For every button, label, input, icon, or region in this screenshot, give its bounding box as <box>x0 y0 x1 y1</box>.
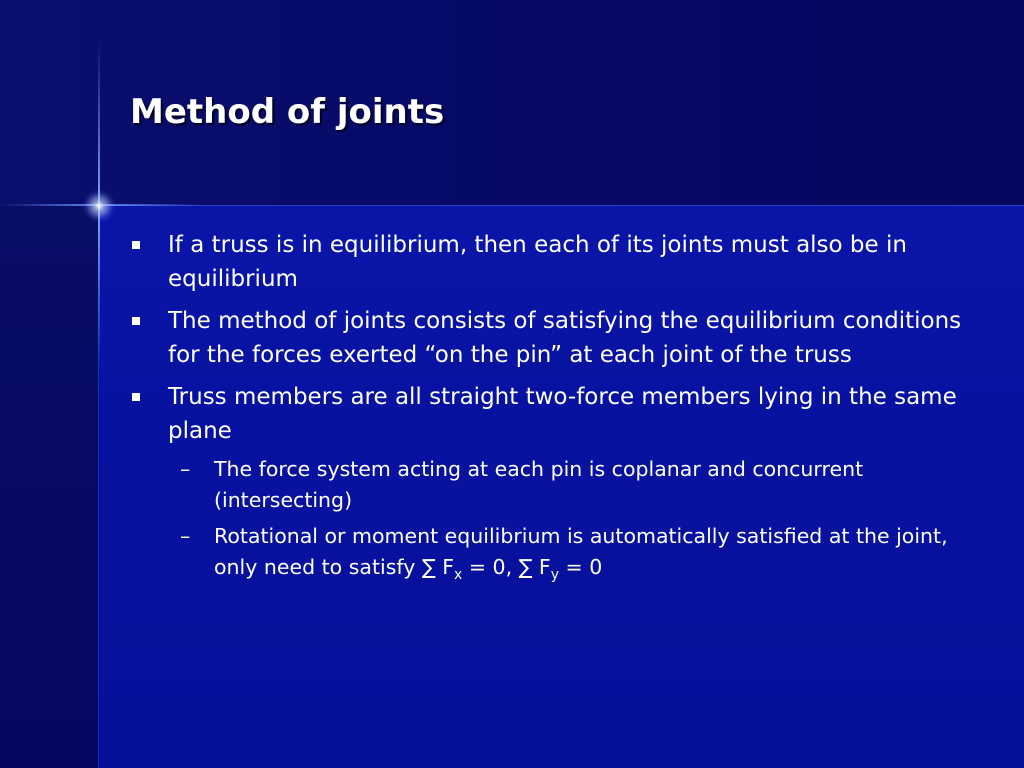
bullet-text: If a truss is in equilibrium, then each of its joints must also be in equilibrium <box>168 232 907 292</box>
square-bullet-icon <box>132 393 140 401</box>
bullet-item <box>130 380 970 583</box>
bullet-item <box>130 304 970 372</box>
equation-text-before: Rotational or moment equilibrium is automatically satisfied at the joint, only need to satisfy ∑ F <box>214 524 948 579</box>
equation-text-middle: = 0, ∑ F <box>462 555 551 579</box>
left-band <box>0 205 98 768</box>
square-bullet-icon <box>132 317 140 325</box>
slide-title: Method of joints <box>130 92 445 132</box>
bullet-text: Truss members are all straight two-force members lying in the same plane <box>168 384 957 444</box>
dash-bullet-icon: – <box>180 457 191 481</box>
slide-content <box>130 228 970 591</box>
panel-top-edge <box>98 205 1024 206</box>
sub-bullet-item <box>168 454 970 516</box>
subscript-x: x <box>454 567 463 584</box>
equation-text-after: = 0 <box>559 555 603 579</box>
sub-bullet-list <box>168 454 970 583</box>
sparkle-star-icon <box>82 189 116 223</box>
sub-bullet-text <box>214 524 948 584</box>
bullet-text: The method of joints consists of satisfying the equilibrium conditions for the forces exerted “on the pin” at each joint of the truss <box>168 308 962 368</box>
sub-bullet-item <box>168 521 970 583</box>
dash-bullet-icon: – <box>180 524 191 548</box>
bullet-item <box>130 228 970 296</box>
subscript-y: y <box>550 567 560 584</box>
sub-bullet-text: The force system acting at each pin is coplanar and concurrent (intersecting) <box>214 457 864 512</box>
square-bullet-icon <box>132 241 140 249</box>
bullet-list <box>130 228 970 583</box>
